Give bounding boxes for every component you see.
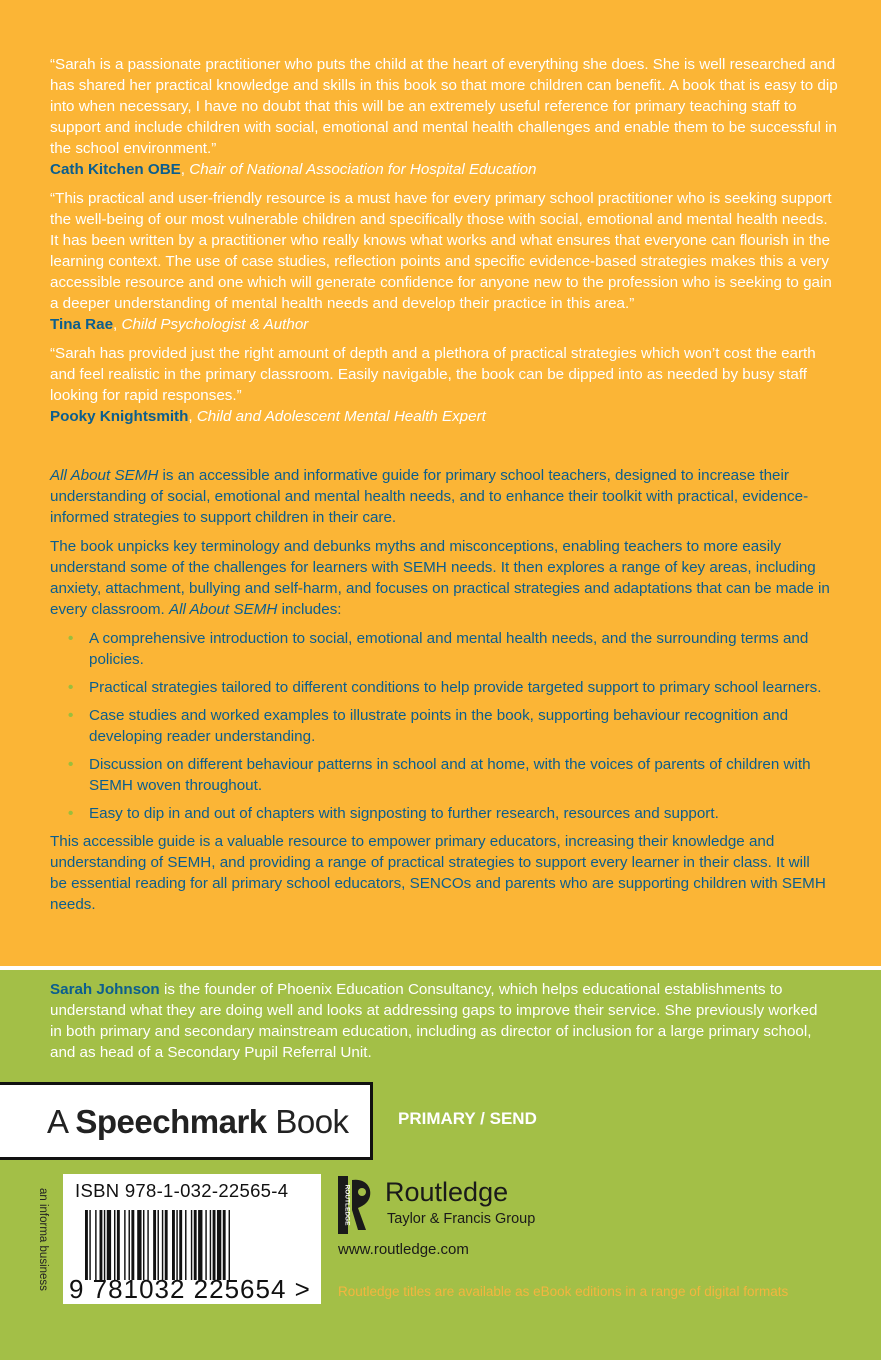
barcode-bar — [114, 1210, 115, 1280]
barcode-bar — [104, 1210, 105, 1280]
barcode-bar — [223, 1210, 226, 1280]
endorsement-text: “Sarah is a passionate practitioner who puts the child at the heart of everything she does. She is well researched and has shared her practical knowledge and skills in this book so that more children can benefit. A book that is easy to dip into when necessary, I have no doubt that this will be an extremely useful reference for primary teaching staff to support and include children with social, emotional and mental health challenges and enable them to be successful in the school environment.” — [50, 56, 838, 157]
endorsement-attribution — [50, 159, 840, 180]
endorser-role: Child and Adolescent Mental Health Expert — [196, 408, 486, 425]
endorsement-attribution — [50, 314, 840, 335]
divider — [0, 966, 881, 970]
endorsements — [50, 54, 840, 435]
barcode-bar — [95, 1210, 96, 1280]
publisher-name: Routledge — [385, 1177, 509, 1207]
barcode — [63, 1174, 321, 1304]
barcode-bar — [124, 1210, 125, 1280]
barcode-bar — [179, 1210, 182, 1280]
barcode-bar — [210, 1210, 211, 1280]
endorser-role: Chair of National Association for Hospital Education — [189, 161, 537, 178]
barcode-bar — [158, 1210, 159, 1280]
comma: , — [180, 161, 190, 178]
subject-category: PRIMARY / SEND — [398, 1109, 537, 1128]
barcode-bar — [176, 1210, 177, 1280]
barcode-bars — [85, 1210, 311, 1280]
paragraph-text: is an accessible and informative guide for primary school teachers, designed to increase their understanding of social, emotional and mental health needs, and to enhance their toolkit with practical, evidence-informed strategies to support children in their care. — [50, 467, 809, 526]
imprint-box — [0, 1082, 373, 1160]
comma: , — [188, 408, 197, 425]
barcode-digits: 9 781032 225654 > — [69, 1274, 311, 1304]
endorsement-attribution — [50, 406, 840, 427]
endorser-name: Cath Kitchen OBE — [50, 161, 181, 178]
barcode-bar — [229, 1210, 230, 1280]
barcode-bar — [194, 1210, 197, 1280]
feature-item: • Discussion on different behaviour patterns in school and at home, with the voices of parents of children with SEMH woven throughout. — [68, 754, 830, 796]
imprint-prefix: A — [47, 1103, 67, 1140]
barcode-bar — [100, 1210, 103, 1280]
comma: , — [113, 316, 122, 333]
isbn-label: ISBN 978-1-032-22565-4 — [75, 1180, 289, 1201]
paragraph-text: includes: — [277, 601, 342, 618]
barcode-bar — [153, 1210, 156, 1280]
ebook-note: Routledge titles are available as eBook editions in a range of digital formats — [338, 1284, 789, 1299]
imprint-name: Speechmark — [75, 1103, 267, 1140]
author-bio-text: is the founder of Phoenix Education Consultancy, which helps educational establishments to understand what they are doing well and looks at addressing gaps to improve their service. She previously worked in both primary and secondary mainstream education, including as director of inclusion for a large primary school, and as head of a Secondary Pupil Referral Unit. — [50, 981, 818, 1061]
barcode-bar — [107, 1210, 111, 1280]
feature-item: • Practical strategies tailored to different conditions to help provide targeted support to primary school learners. — [68, 677, 830, 698]
publisher-group: Taylor & Francis Group — [387, 1211, 536, 1227]
barcode-bar — [213, 1210, 216, 1280]
book-title: All About SEMH — [50, 467, 159, 484]
description-paragraph — [50, 465, 830, 528]
barcode-bar — [162, 1210, 163, 1280]
informa-label: an informa business — [37, 1188, 49, 1291]
endorser-name: Pooky Knightsmith — [50, 408, 189, 425]
barcode-bar — [191, 1210, 192, 1280]
barcode-bar — [129, 1210, 130, 1280]
imprint-logo — [47, 1103, 349, 1141]
feature-item: • A comprehensive introduction to social, emotional and mental health needs, and the surrounding terms and policies. — [68, 628, 830, 670]
barcode-bar — [185, 1210, 186, 1280]
imprint-suffix: Book — [275, 1103, 349, 1140]
feature-item: • Easy to dip in and out of chapters with signposting to further research, resources and support. — [68, 803, 830, 824]
book-title: All About SEMH — [169, 601, 278, 618]
endorser-role: Child Psychologist & Author — [121, 316, 309, 333]
endorsement-3 — [50, 343, 840, 427]
barcode-bar — [143, 1210, 144, 1280]
endorsement-text: “This practical and user-friendly resource is a must have for every primary school practitioner who is seeking support the well-being of our most vulnerable children and specifically those with social, emotional and mental health needs. It has been written by a practitioner who really knows what works and what ensures that everyone can flourish in the learning context. The use of case studies, reflection points and specific evidence-based strategies makes this a very accessible resource and one which will generate confidence for anyone new to the profession who is seeking to gain a deeper understanding of mental health needs and develop their practice in this area.” — [50, 190, 832, 312]
author-name: Sarah Johnson — [50, 981, 160, 998]
barcode-bar — [137, 1210, 141, 1280]
feature-item: • Case studies and worked examples to illustrate points in the book, supporting behaviour recognition and developing reader understanding. — [68, 705, 830, 747]
author-bio — [50, 979, 830, 1063]
routledge-logo-icon — [338, 1176, 378, 1234]
endorsement-2 — [50, 188, 840, 335]
barcode-bar — [217, 1210, 221, 1280]
endorsement-1 — [50, 54, 840, 180]
publisher-url[interactable]: www.routledge.com — [338, 1241, 469, 1258]
barcode-bar — [89, 1210, 90, 1280]
feature-list — [50, 628, 830, 824]
paragraph-text: The book unpicks key terminology and debunks myths and misconceptions, enabling teachers to more easily understand some of the challenges for learners with SEMH needs. It then explores a range of key areas, including anxiety, attachment, bullying and self-harm, and focuses on practical strategies and adaptations that can be made in every classroom. — [50, 538, 830, 618]
barcode-bar — [117, 1210, 120, 1280]
description-paragraph — [50, 536, 830, 620]
barcode-bar — [172, 1210, 175, 1280]
book-description — [50, 465, 830, 923]
barcode-bar — [131, 1210, 134, 1280]
endorser-name: Tina Rae — [50, 316, 114, 333]
barcode-bar — [165, 1210, 168, 1280]
barcode-bar — [198, 1210, 202, 1280]
barcode-bar — [85, 1210, 88, 1280]
barcode-bar — [147, 1210, 148, 1280]
description-paragraph: This accessible guide is a valuable resource to empower primary educators, increasing their knowledge and understanding of SEMH, and providing a range of practical strategies to support every learner in their class. It will be essential reading for all primary school educators, SENCOs and parents who are supporting children with SEMH needs. — [50, 833, 826, 913]
endorsement-text: “Sarah has provided just the right amount of depth and a plethora of practical strategies which won’t cost the earth and feel realistic in the primary classroom. Easily navigable, the book can be dipped into as needed by busy staff looking for rapid responses.” — [50, 345, 816, 404]
barcode-bar — [205, 1210, 206, 1280]
routledge-logo-text: ROUTLEDGE — [343, 1184, 351, 1226]
